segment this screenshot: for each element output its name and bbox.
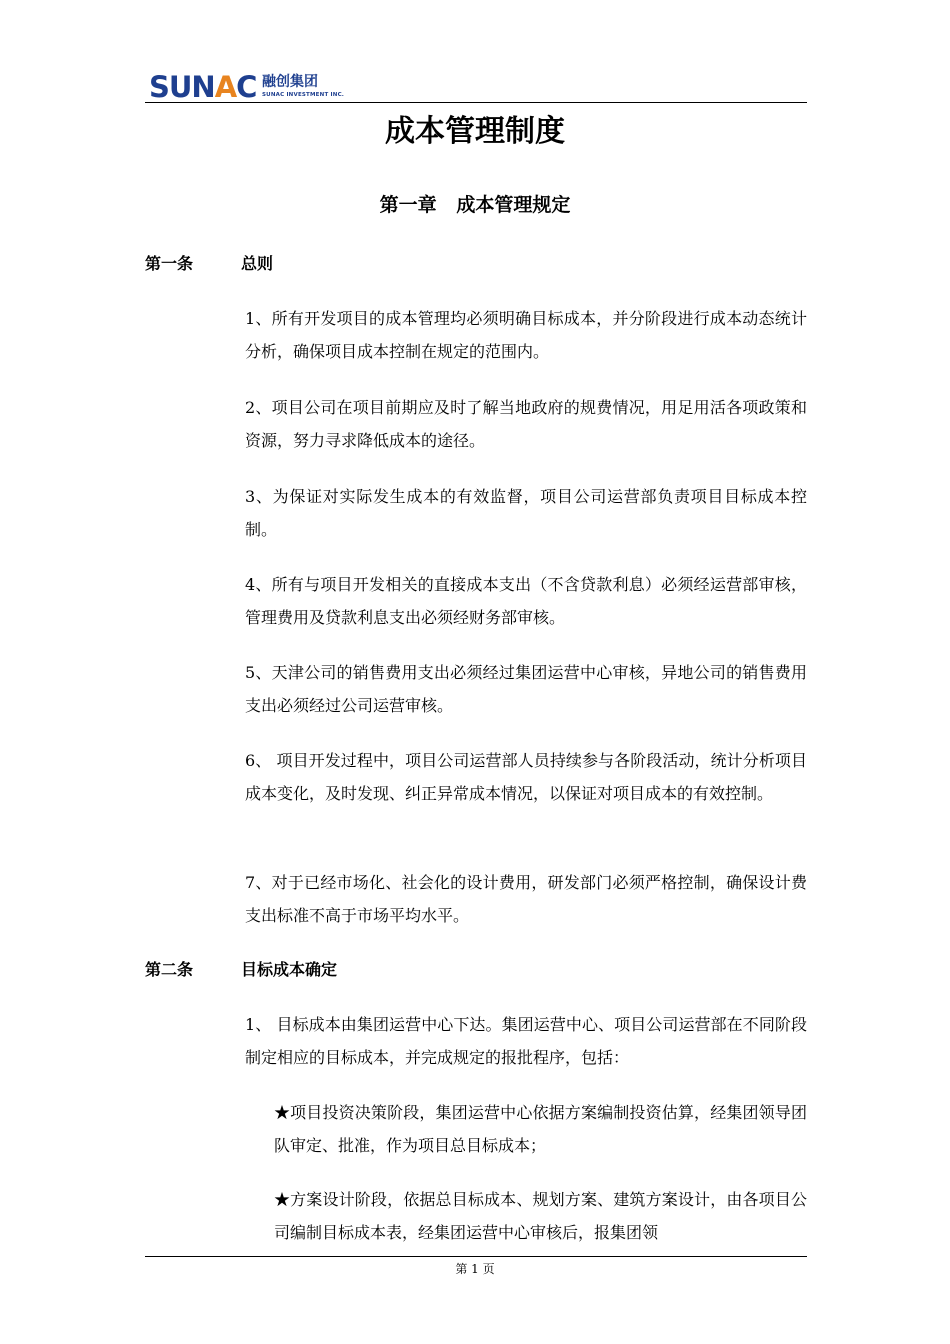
chapter-heading: 第一章 成本管理规定 bbox=[379, 194, 571, 216]
article-number: 第二条 bbox=[145, 960, 194, 979]
document-title: 成本管理制度 bbox=[385, 114, 565, 149]
paragraph: 2、项目公司在项目前期应及时了解当地政府的规费情况，用足用活各项政策和资源，努力寻求降低成本的途径。 bbox=[245, 398, 807, 450]
paragraph: 1、所有开发项目的成本管理均必须明确目标成本，并分阶段进行成本动态统计分析，确保项目成本控制在规定的范围内。 bbox=[245, 309, 807, 361]
article-number: 第一条 bbox=[145, 254, 194, 273]
paragraph: 1、 目标成本由集团运营中心下达。集团运营中心、项目公司运营部在不同阶段制定相应的目标成本，并完成规定的报批程序，包括： bbox=[245, 1015, 807, 1067]
star-list-item: ★方案设计阶段，依据总目标成本、规划方案、建筑方案设计，由各项目公司编制目标成本表，经集团运营中心审核后，报集团领 bbox=[274, 1190, 807, 1242]
company-name-cn: 融创集团 bbox=[262, 74, 318, 90]
footer-divider bbox=[145, 1256, 807, 1257]
paragraph: 4、所有与项目开发相关的直接成本支出（不含贷款利息）必须经运营部审核，管理费用及贷款利息支出必须经财务部审核。 bbox=[245, 575, 807, 627]
article-title: 总则 bbox=[241, 254, 274, 273]
paragraph: 3、为保证对实际发生成本的有效监督，项目公司运营部负责项目目标成本控制。 bbox=[245, 487, 807, 539]
star-list-item: ★项目投资决策阶段，集团运营中心依据方案编制投资估算，经集团领导团队审定、批准，作为项目总目标成本； bbox=[274, 1103, 807, 1155]
header-divider bbox=[145, 102, 807, 103]
paragraph: 5、天津公司的销售费用支出必须经过集团运营中心审核，异地公司的销售费用支出必须经过公司运营审核。 bbox=[245, 663, 807, 715]
paragraph: 7、对于已经市场化、社会化的设计费用，研发部门必须严格控制，确保设计费支出标准不高于市场平均水平。 bbox=[245, 873, 807, 925]
paragraph: 6、 项目开发过程中，项目公司运营部人员持续参与各阶段活动，统计分析项目成本变化，及时发现、纠正异常成本情况，以保证对项目成本的有效控制。 bbox=[245, 751, 807, 803]
article-title: 目标成本确定 bbox=[241, 960, 338, 979]
logo-wordmark: SUNAC bbox=[149, 70, 257, 104]
company-name-en: SUNAC INVESTMENT INC. bbox=[262, 92, 345, 98]
page-header bbox=[145, 64, 807, 104]
page-number: 第 1 页 bbox=[455, 1262, 495, 1276]
